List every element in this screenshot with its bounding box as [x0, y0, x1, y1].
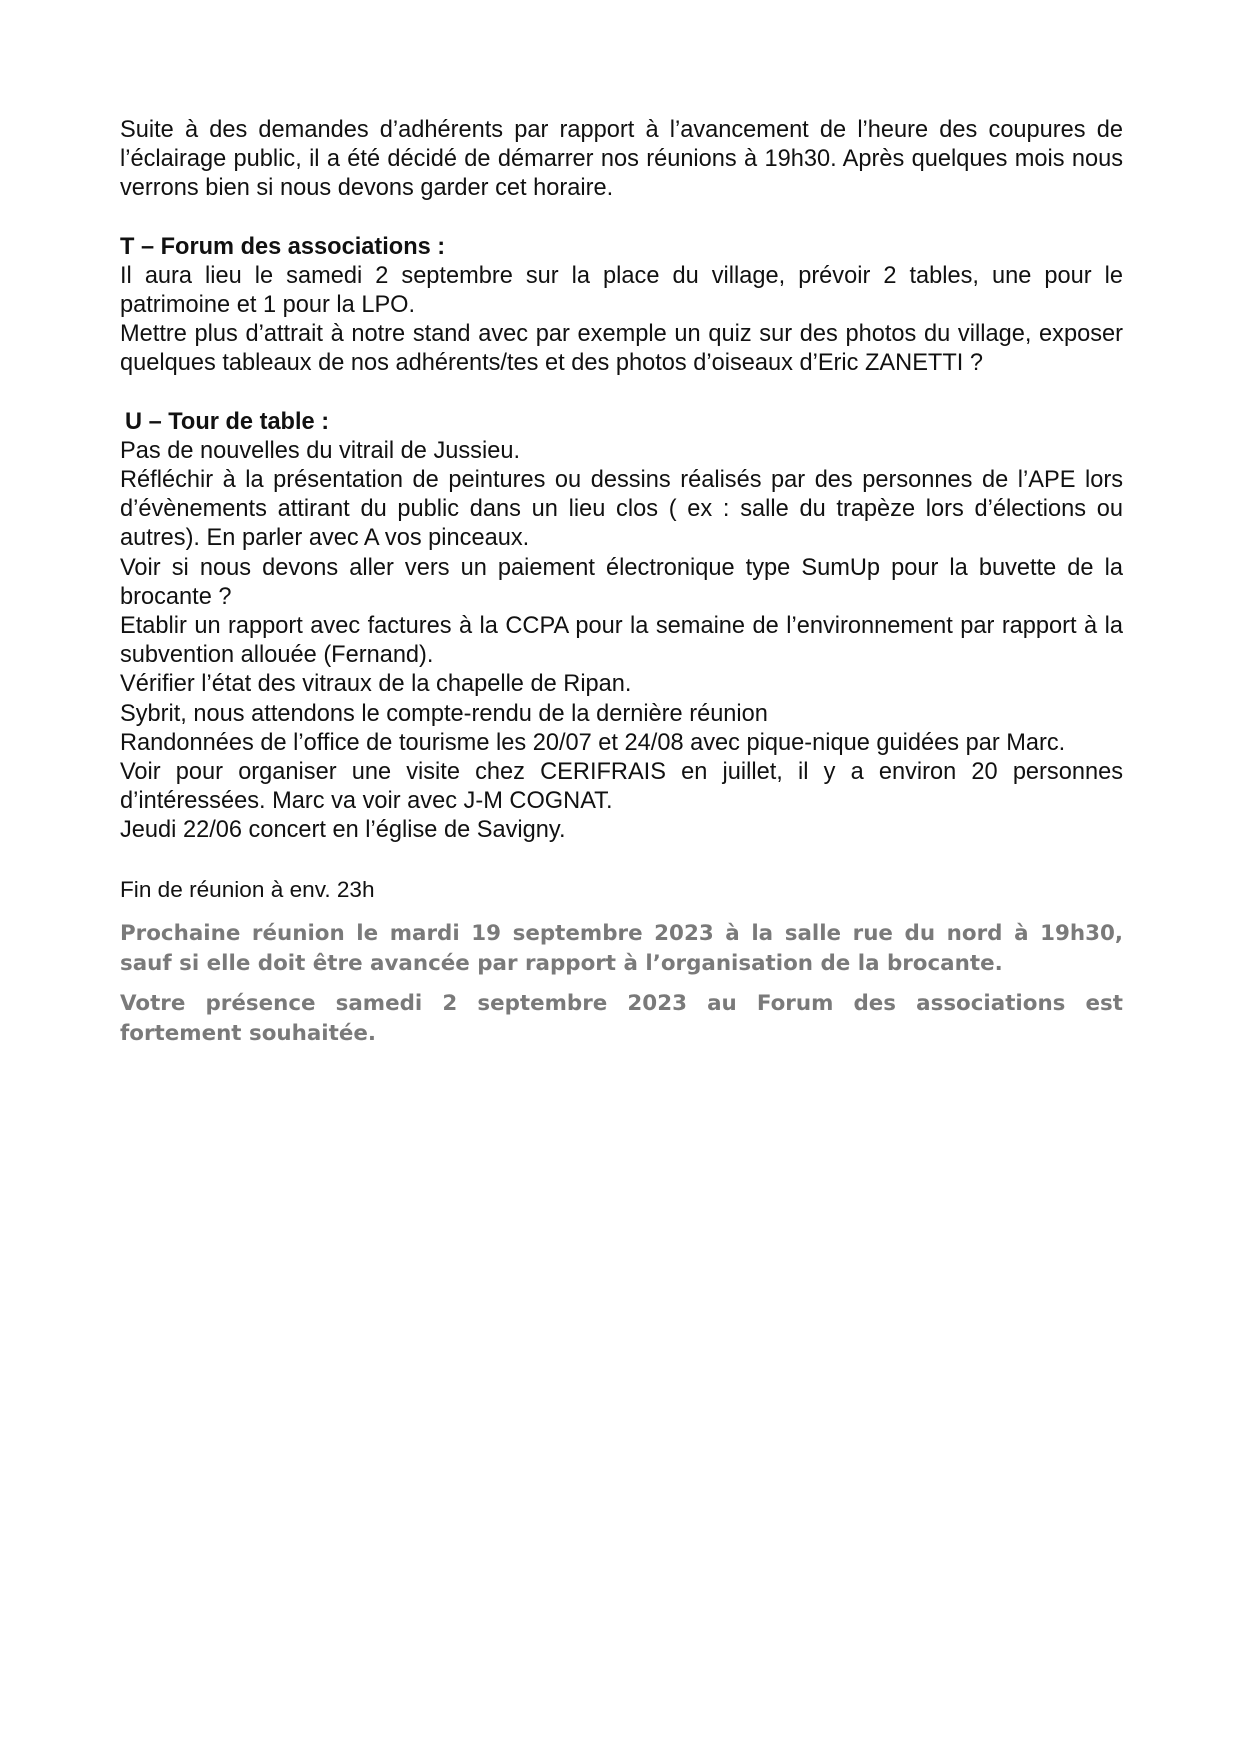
section-u-item: Etablir un rapport avec factures à la CCPA pour la semaine de l’environnement par rapport à la subvention allouée (Fernand).	[120, 613, 1123, 669]
document-page	[120, 116, 1123, 1049]
forum-attendance-notice: Votre présence samedi 2 septembre 2023 au Forum des associations est fortement souhaitée.	[120, 990, 1123, 1046]
section-u-item: Pas de nouvelles du vitrail de Jussieu.	[120, 437, 521, 464]
section-u-item: Réfléchir à la présentation de peintures ou dessins réalisés par des personnes de l’APE lors d’évènements attirant du public dans un lieu clos ( ex : salle du trapèze lors d’élections ou autres). En parler avec A vos pinceaux.	[120, 467, 1123, 552]
section-u-item: Voir si nous devons aller vers un paiement électronique type SumUp pour la buvette de la brocante ?	[120, 554, 1123, 610]
section-t-heading: T – Forum des associations :	[120, 233, 446, 260]
section-u-item: Randonnées de l’office de tourisme les 20/07 et 24/08 avec pique-nique guidées par Marc.	[120, 729, 1066, 756]
section-u-item: Jeudi 22/06 concert en l’église de Savigny.	[120, 817, 566, 844]
section-u-item: Sybrit, nous attendons le compte-rendu de la dernière réunion	[120, 700, 768, 727]
next-meeting-notice: Prochaine réunion le mardi 19 septembre 2023 à la salle rue du nord à 19h30, sauf si elle doit être avancée par rapport à l’organisation de la brocante.	[120, 920, 1123, 976]
section-t-paragraph: Il aura lieu le samedi 2 septembre sur la place du village, prévoir 2 tables, une pour le patrimoine et 1 pour la LPO.	[120, 262, 1123, 319]
section-u-item: Vérifier l’état des vitraux de la chapelle de Ripan.	[120, 671, 632, 698]
intro-paragraph: Suite à des demandes d’adhérents par rapport à l’avancement de l’heure des coupures de l’éclairage public, il a été décidé de démarrer nos réunions à 19h30. Après quelques mois nous verrons bien si nous devons garder cet horaire.	[120, 117, 1123, 202]
closing-line: Fin de réunion à env. 23h	[120, 876, 375, 902]
section-u-heading: U – Tour de table :	[125, 408, 330, 435]
section-u-item: Voir pour organiser une visite chez CERIFRAIS en juillet, il y a environ 20 personnes d’intéressées. Marc va voir avec J-M COGNAT.	[120, 759, 1123, 815]
section-t-paragraph: Mettre plus d’attrait à notre stand avec par exemple un quiz sur des photos du village, exposer quelques tableaux de nos adhérents/tes et des photos d’oiseaux d’Eric ZANETTI ?	[120, 321, 1123, 377]
